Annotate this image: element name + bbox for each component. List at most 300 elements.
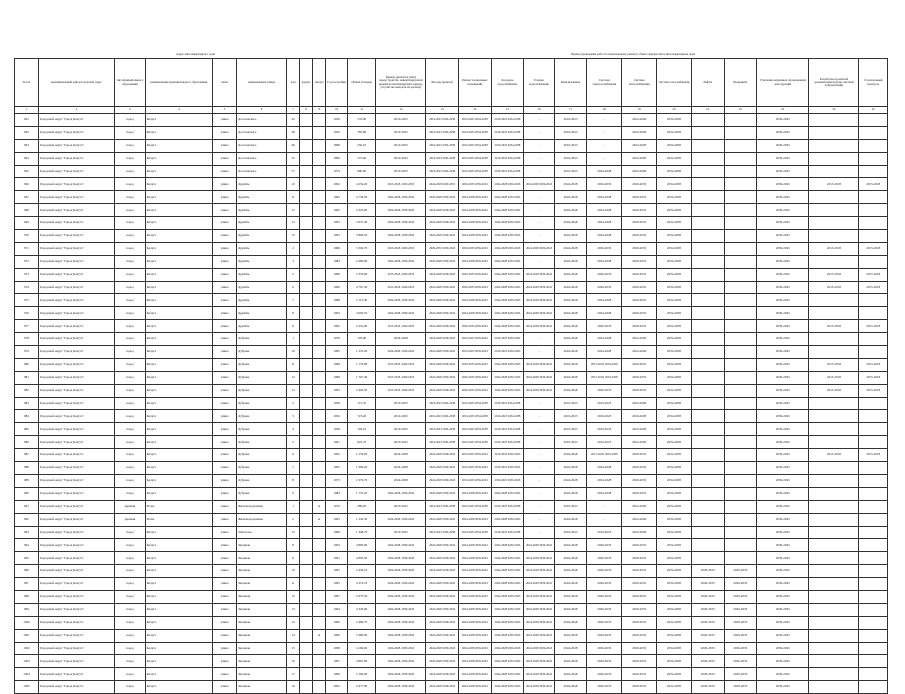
table-cell: 4 867,60 bbox=[347, 655, 375, 668]
table-cell: 1 779,80 bbox=[347, 358, 375, 371]
table-cell: - bbox=[524, 500, 554, 513]
table-cell bbox=[724, 281, 757, 294]
table-cell: 2019-2023 2034-2038 bbox=[491, 139, 524, 152]
table-cell: 2024-2028 2039-2043 bbox=[426, 603, 459, 616]
table-cell: 55 bbox=[287, 152, 300, 165]
table-cell: 2024-2028 bbox=[554, 487, 587, 500]
table-cell: 2024-2028 2039-2043 bbox=[524, 565, 554, 578]
table-cell: 2034-2038 bbox=[657, 242, 692, 255]
table-cell: 2029-2033 bbox=[622, 242, 657, 255]
table-cell: 2029-2033 bbox=[587, 668, 622, 681]
table-cell: Росва bbox=[145, 500, 212, 513]
table-cell: 2019-2023 bbox=[376, 436, 426, 449]
table-cell: улица bbox=[213, 204, 237, 217]
table-cell: 9 bbox=[287, 552, 300, 565]
table-cell: улица bbox=[213, 629, 237, 642]
table-cell: 2024-2028 2039-2043 bbox=[458, 629, 491, 642]
table-cell: Звездная bbox=[237, 681, 287, 694]
table-cell: 987 bbox=[15, 449, 39, 462]
table-cell: 2024-2028 2039-2043 bbox=[491, 371, 524, 384]
table-cell: 2024-2028 bbox=[622, 346, 657, 359]
table-cell: 1995 bbox=[326, 191, 348, 204]
table-cell bbox=[313, 397, 326, 410]
table-row bbox=[15, 410, 888, 423]
table-cell: 2024-2028 bbox=[622, 500, 657, 513]
column-number: 25 bbox=[859, 107, 888, 114]
table-cell: 2019-2023 2039-2043 bbox=[491, 449, 524, 462]
table-cell: 1004 bbox=[15, 668, 39, 681]
table-cell: 2024-2028 2039-2043 bbox=[426, 217, 459, 230]
table-row bbox=[15, 358, 888, 371]
table-cell: Калуга bbox=[145, 487, 212, 500]
table-cell bbox=[809, 346, 859, 359]
table-cell bbox=[313, 578, 326, 591]
table-cell: 2024-2028 bbox=[554, 655, 587, 668]
table-cell: Городской округ "Город Калуга" bbox=[38, 191, 114, 204]
table-cell bbox=[724, 526, 757, 539]
column-number: 21 bbox=[691, 107, 724, 114]
table-cell bbox=[313, 423, 326, 436]
table-cell bbox=[809, 474, 859, 487]
table-cell bbox=[859, 346, 888, 359]
table-body bbox=[15, 114, 888, 694]
table-cell: 2019-2023 2034-2038 bbox=[426, 152, 459, 165]
table-cell bbox=[691, 255, 724, 268]
table-cell: 570,90 bbox=[347, 114, 375, 127]
table-cell bbox=[809, 487, 859, 500]
table-cell: 12 bbox=[287, 590, 300, 603]
table-cell: 2024-2028, 2039-2043 bbox=[376, 629, 426, 642]
table-cell bbox=[724, 423, 757, 436]
table-cell: 2024-2028 2029-2033 bbox=[426, 178, 459, 191]
table-cell: 2019-2023 2034-2038 bbox=[426, 139, 459, 152]
table-cell bbox=[724, 242, 757, 255]
table-cell: 978 bbox=[15, 333, 39, 346]
table-cell: Калуга bbox=[145, 590, 212, 603]
table-cell bbox=[691, 436, 724, 449]
table-cell bbox=[859, 603, 888, 616]
table-cell: 2024-2028 bbox=[622, 423, 657, 436]
table-cell bbox=[313, 294, 326, 307]
table-cell: 2029-2033 bbox=[587, 578, 622, 591]
table-cell bbox=[859, 204, 888, 217]
table-cell bbox=[859, 397, 888, 410]
table-cell: Городской округ "Город Калуга" bbox=[38, 552, 114, 565]
table-cell: 2024-2028 2039-2043 bbox=[491, 384, 524, 397]
table-cell bbox=[300, 513, 313, 526]
table-cell: 2019-2023 2034-2038 bbox=[458, 139, 491, 152]
table-cell: 4 893,50 bbox=[347, 552, 375, 565]
table-cell bbox=[313, 126, 326, 139]
table-cell bbox=[313, 590, 326, 603]
table-cell: 1993 bbox=[326, 230, 348, 243]
table-cell bbox=[300, 371, 313, 384]
table-cell bbox=[300, 578, 313, 591]
table-cell: 2024-2028 2039-2043 bbox=[426, 449, 459, 462]
column-header: типы bbox=[213, 59, 237, 107]
table-cell: 2029-2033 bbox=[622, 358, 657, 371]
table-cell bbox=[691, 268, 724, 281]
table-cell: 2039-2043 bbox=[757, 204, 809, 217]
table-cell: 1993 bbox=[326, 307, 348, 320]
table-cell: Калуга bbox=[145, 384, 212, 397]
table-cell: 2029-2033 bbox=[691, 668, 724, 681]
table-cell bbox=[300, 681, 313, 694]
table-cell: 2024-2028 2039-2043 bbox=[491, 565, 524, 578]
table-cell bbox=[724, 165, 757, 178]
column-header: тип муниципального образования bbox=[115, 59, 145, 107]
table-cell: Городской округ "Город Калуга" bbox=[38, 139, 114, 152]
table-cell: 2 379,90 bbox=[347, 268, 375, 281]
table-cell: город bbox=[115, 616, 145, 629]
table-cell: 2029-2033 bbox=[622, 307, 657, 320]
table-cell: 2024-2028 2039-2043 bbox=[426, 681, 459, 694]
column-number: 3 bbox=[115, 107, 145, 114]
table-cell: 2039-2043 bbox=[757, 346, 809, 359]
table-cell: 2019-2023 2034-2038 bbox=[426, 436, 459, 449]
table-cell bbox=[300, 590, 313, 603]
table-cell bbox=[724, 294, 757, 307]
table-cell: 2024-2028 2039-2043 bbox=[458, 590, 491, 603]
table-row bbox=[15, 242, 888, 255]
table-cell bbox=[300, 217, 313, 230]
table-cell: 2024-2028 2039-2043 bbox=[458, 307, 491, 320]
table-cell: улица bbox=[213, 178, 237, 191]
table-cell bbox=[300, 449, 313, 462]
table-cell: город bbox=[115, 552, 145, 565]
table-cell: 1 279,00 bbox=[347, 449, 375, 462]
table-cell: 2024-2028 2039-2043 bbox=[524, 242, 554, 255]
table-cell bbox=[809, 513, 859, 526]
table-cell: 2024-2028 bbox=[622, 114, 657, 127]
table-cell: город bbox=[115, 449, 145, 462]
table-cell: 2015-2018 bbox=[809, 371, 859, 384]
table-row bbox=[15, 487, 888, 500]
table-cell: 2039-2043 bbox=[757, 242, 809, 255]
table-cell bbox=[809, 462, 859, 475]
table-cell: 2039-2043 bbox=[757, 178, 809, 191]
table-row bbox=[15, 539, 888, 552]
table-cell: 983 bbox=[15, 397, 39, 410]
table-cell: 982 bbox=[15, 384, 39, 397]
table-cell: 1992 bbox=[326, 178, 348, 191]
table-cell: Звездная bbox=[237, 565, 287, 578]
table-cell: 2024-2028 2039-2043 bbox=[491, 655, 524, 668]
table-cell: 2019-2023 bbox=[554, 165, 587, 178]
table-cell: 2019-2023 2034-2038 bbox=[458, 165, 491, 178]
table-cell: 2015-2018, 2029-2033 bbox=[376, 178, 426, 191]
table-cell: 2024-2028, 2039-2043 bbox=[376, 616, 426, 629]
table-cell: 2034-2038 bbox=[657, 333, 692, 346]
table-cell: 2019-2023 bbox=[587, 410, 622, 423]
table-row bbox=[15, 449, 888, 462]
table-cell: 2029-2033 bbox=[587, 590, 622, 603]
table-cell bbox=[859, 255, 888, 268]
table-cell: город bbox=[115, 371, 145, 384]
column-header: Фасады (ремонт) bbox=[426, 59, 459, 107]
table-cell: - bbox=[587, 114, 622, 127]
table-cell: 2039-2043 bbox=[757, 642, 809, 655]
table-cell: 2024-2028 2039-2043 bbox=[426, 320, 459, 333]
table-cell: 2024-2028 2039-2043 bbox=[491, 281, 524, 294]
column-number: 5 bbox=[213, 107, 237, 114]
table-row bbox=[15, 474, 888, 487]
table-cell: Дружбы bbox=[237, 230, 287, 243]
table-cell: 2024-2028 2039-2043 bbox=[491, 217, 524, 230]
column-header: Холодное водоснабжение bbox=[491, 59, 524, 107]
table-cell: 2024-2028 2039-2043 bbox=[458, 642, 491, 655]
table-cell: город bbox=[115, 603, 145, 616]
table-cell bbox=[809, 590, 859, 603]
table-cell: город bbox=[115, 565, 145, 578]
column-number: 13 bbox=[426, 107, 459, 114]
table-cell: 2 673,30 bbox=[347, 590, 375, 603]
register-sheet bbox=[14, 58, 888, 689]
table-cell: - bbox=[524, 410, 554, 423]
table-cell: Калуга bbox=[145, 371, 212, 384]
table-cell: 988 bbox=[15, 462, 39, 475]
table-cell: 971 bbox=[15, 242, 39, 255]
table-cell: 1995 bbox=[326, 578, 348, 591]
table-cell: Дубрава bbox=[237, 487, 287, 500]
table-cell: 2024-2028 bbox=[587, 474, 622, 487]
table-cell: А bbox=[313, 629, 326, 642]
table-cell: 2015-2018 bbox=[859, 242, 888, 255]
table-cell: 2 680,60 bbox=[347, 255, 375, 268]
table-cell: 2024-2028 bbox=[554, 552, 587, 565]
table-cell: 2024-2028 bbox=[554, 346, 587, 359]
table-cell: - bbox=[587, 139, 622, 152]
table-cell: 2015-2018 bbox=[809, 384, 859, 397]
table-cell: 2034-2038 bbox=[657, 423, 692, 436]
table-cell: 989 bbox=[15, 474, 39, 487]
table-cell: Достоевского bbox=[237, 139, 287, 152]
table-row bbox=[15, 165, 888, 178]
table-cell: 985 bbox=[15, 423, 39, 436]
table-cell bbox=[691, 217, 724, 230]
table-cell bbox=[724, 397, 757, 410]
table-cell: 2024-2028 bbox=[554, 603, 587, 616]
table-cell bbox=[313, 204, 326, 217]
table-cell: 2019-2023 bbox=[554, 397, 587, 410]
table-cell bbox=[859, 436, 888, 449]
table-cell: 2029-2033 bbox=[587, 565, 622, 578]
table-cell: 2015-2018, 2029-2033 bbox=[376, 320, 426, 333]
table-cell: 2024-2028 bbox=[587, 230, 622, 243]
table-cell: 961 bbox=[15, 114, 39, 127]
table-cell: 2029-2033 bbox=[587, 642, 622, 655]
table-cell: Калуга bbox=[145, 294, 212, 307]
table-cell: 2029-2033 bbox=[587, 629, 622, 642]
table-cell bbox=[313, 307, 326, 320]
table-cell bbox=[691, 126, 724, 139]
table-cell: 2034-2038 bbox=[657, 526, 692, 539]
table-cell: 2034-2038 bbox=[657, 681, 692, 694]
table-cell: 8 bbox=[287, 307, 300, 320]
table-cell: 2024-2028 2039-2043 bbox=[524, 590, 554, 603]
table-cell: 2019-2023 2039-2043 bbox=[458, 449, 491, 462]
table-cell: 2024-2028 2039-2043 bbox=[524, 268, 554, 281]
table-cell: Калуга bbox=[145, 449, 212, 462]
table-cell: Калуга bbox=[145, 307, 212, 320]
table-cell: Калуга bbox=[145, 191, 212, 204]
table-cell: 2019-2023 2034-2038 bbox=[426, 526, 459, 539]
table-cell: Городской округ "Город Калуга" bbox=[38, 281, 114, 294]
table-cell bbox=[313, 681, 326, 694]
table-cell: 2034-2038 bbox=[657, 217, 692, 230]
table-row bbox=[15, 526, 888, 539]
table-cell bbox=[809, 294, 859, 307]
table-cell bbox=[859, 487, 888, 500]
table-cell: 2024-2028 2039-2043 bbox=[426, 487, 459, 500]
table-cell: 2039-2043 bbox=[757, 320, 809, 333]
table-cell: 2024-2028 bbox=[554, 384, 587, 397]
table-cell: 2034-2038 bbox=[657, 230, 692, 243]
table-cell bbox=[300, 500, 313, 513]
table-cell: 2039-2043 bbox=[757, 268, 809, 281]
table-cell: 1003 bbox=[15, 655, 39, 668]
table-cell bbox=[300, 268, 313, 281]
table-cell: Городской округ "Город Калуга" bbox=[38, 487, 114, 500]
column-header: наименование улицы bbox=[237, 59, 287, 107]
table-cell bbox=[313, 616, 326, 629]
table-cell: 2024-2028 bbox=[554, 204, 587, 217]
table-cell bbox=[313, 603, 326, 616]
table-cell: 2024-2028 2039-2043 bbox=[426, 655, 459, 668]
table-cell: 2024-2028 2039-2043 bbox=[458, 655, 491, 668]
table-cell bbox=[724, 217, 757, 230]
table-cell: 2024-2028 2039-2043 bbox=[491, 629, 524, 642]
table-cell: 2029-2033 bbox=[724, 681, 757, 694]
table-cell: 2024-2028 2039-2043 bbox=[426, 642, 459, 655]
table-cell bbox=[809, 307, 859, 320]
table-cell: 5 bbox=[287, 268, 300, 281]
table-cell: 2039-2043 bbox=[757, 333, 809, 346]
table-cell: 2019-2023 bbox=[554, 526, 587, 539]
table-cell: 2019-2023 bbox=[376, 410, 426, 423]
table-cell: Городской округ "Город Калуга" bbox=[38, 565, 114, 578]
table-cell: Дружбы bbox=[237, 191, 287, 204]
table-cell: 1994 bbox=[326, 603, 348, 616]
table-cell: 2019-2023 2039-2043 bbox=[458, 462, 491, 475]
table-row bbox=[15, 603, 888, 616]
table-cell: 2024-2028 2039-2043 bbox=[491, 191, 524, 204]
table-cell: 2015-2018, 2029-2033 bbox=[376, 268, 426, 281]
table-cell: улица bbox=[213, 268, 237, 281]
table-cell bbox=[724, 191, 757, 204]
table-cell: 2 977,90 bbox=[347, 681, 375, 694]
table-cell: Калуга bbox=[145, 346, 212, 359]
table-cell: 2029-2033 bbox=[724, 616, 757, 629]
table-cell: 2015-2018, 2034-2038 bbox=[587, 358, 622, 371]
table-cell: 2019-2023 bbox=[554, 436, 587, 449]
table-cell: 2019-2023 bbox=[554, 152, 587, 165]
column-number: 8 bbox=[300, 107, 313, 114]
table-cell: 2019-2023 2034-2038 bbox=[458, 500, 491, 513]
table-cell: улица bbox=[213, 552, 237, 565]
table-cell: 2019-2023 bbox=[376, 126, 426, 139]
table-cell: 2029-2033 bbox=[622, 590, 657, 603]
table-cell: Достоевского bbox=[237, 126, 287, 139]
table-cell: 2024-2028 2039-2043 bbox=[524, 655, 554, 668]
table-cell: 12 bbox=[287, 371, 300, 384]
table-cell: Калуга bbox=[145, 139, 212, 152]
table-cell: Калуга bbox=[145, 358, 212, 371]
table-row bbox=[15, 462, 888, 475]
table-cell: 2034-2038 bbox=[657, 371, 692, 384]
table-cell: 2029-2033 bbox=[587, 681, 622, 694]
table-cell bbox=[859, 474, 888, 487]
table-cell: 1001 bbox=[15, 629, 39, 642]
table-cell: Калуга bbox=[145, 423, 212, 436]
table-cell: 2015-2018, 2029-2033 bbox=[376, 242, 426, 255]
table-cell bbox=[313, 384, 326, 397]
table-cell: 2024-2028 2039-2043 bbox=[426, 268, 459, 281]
table-cell: 2019-2023 2039-2043 bbox=[458, 333, 491, 346]
table-cell: 2002 bbox=[326, 681, 348, 694]
table-cell: 2024-2028 2039-2043 bbox=[524, 371, 554, 384]
table-cell: город bbox=[115, 423, 145, 436]
table-cell: А bbox=[313, 500, 326, 513]
table-cell bbox=[809, 436, 859, 449]
table-cell: 1984 bbox=[326, 255, 348, 268]
table-cell: 975 bbox=[15, 294, 39, 307]
table-cell: 2024-2028, 2039-2043 bbox=[376, 565, 426, 578]
table-cell bbox=[809, 552, 859, 565]
table-cell: - bbox=[524, 333, 554, 346]
table-cell bbox=[859, 668, 888, 681]
table-cell: 1 bbox=[287, 333, 300, 346]
table-cell: город bbox=[115, 178, 145, 191]
table-cell: - bbox=[524, 126, 554, 139]
table-cell: 2029-2033 bbox=[587, 178, 622, 191]
table-cell: 2034-2038 bbox=[657, 449, 692, 462]
table-cell: 2024-2028 bbox=[554, 191, 587, 204]
table-cell: Калуга bbox=[145, 114, 212, 127]
table-cell: 2015-2018, 2029-2033 bbox=[376, 358, 426, 371]
table-cell bbox=[300, 384, 313, 397]
table-cell: улица bbox=[213, 255, 237, 268]
table-cell bbox=[859, 616, 888, 629]
table-cell: 2015-2018, 2034-2038 bbox=[587, 371, 622, 384]
table-cell: 2029-2033 2039-2043 bbox=[458, 371, 491, 384]
column-number: 15 bbox=[491, 107, 524, 114]
table-cell: Дубрава bbox=[237, 358, 287, 371]
table-cell: 2019-2023 bbox=[376, 139, 426, 152]
table-cell: город bbox=[115, 668, 145, 681]
table-cell: 2019-2023 2034-2038 bbox=[458, 152, 491, 165]
column-header: Канализование bbox=[554, 59, 587, 107]
table-cell: Калуга bbox=[145, 333, 212, 346]
table-cell: город bbox=[115, 139, 145, 152]
table-cell: 2029-2033 2039-2043 bbox=[426, 242, 459, 255]
table-cell bbox=[300, 346, 313, 359]
table-cell bbox=[313, 217, 326, 230]
table-cell: 2034-2038 bbox=[657, 642, 692, 655]
table-cell: 2015-2018 bbox=[859, 449, 888, 462]
table-cell: 2034-2038 bbox=[657, 500, 692, 513]
table-row bbox=[15, 230, 888, 243]
column-number: 19 bbox=[622, 107, 657, 114]
table-cell: 2024-2028 2039-2043 bbox=[491, 320, 524, 333]
table-cell: 2024-2028 2039-2043 bbox=[491, 178, 524, 191]
table-cell: 1868 bbox=[326, 139, 348, 152]
table-cell: 3 484,70 bbox=[347, 616, 375, 629]
table-cell: 2024-2028 bbox=[376, 449, 426, 462]
table-cell: Калуга bbox=[145, 655, 212, 668]
table-cell: 974 bbox=[15, 281, 39, 294]
table-cell: 2 182,00 bbox=[347, 668, 375, 681]
